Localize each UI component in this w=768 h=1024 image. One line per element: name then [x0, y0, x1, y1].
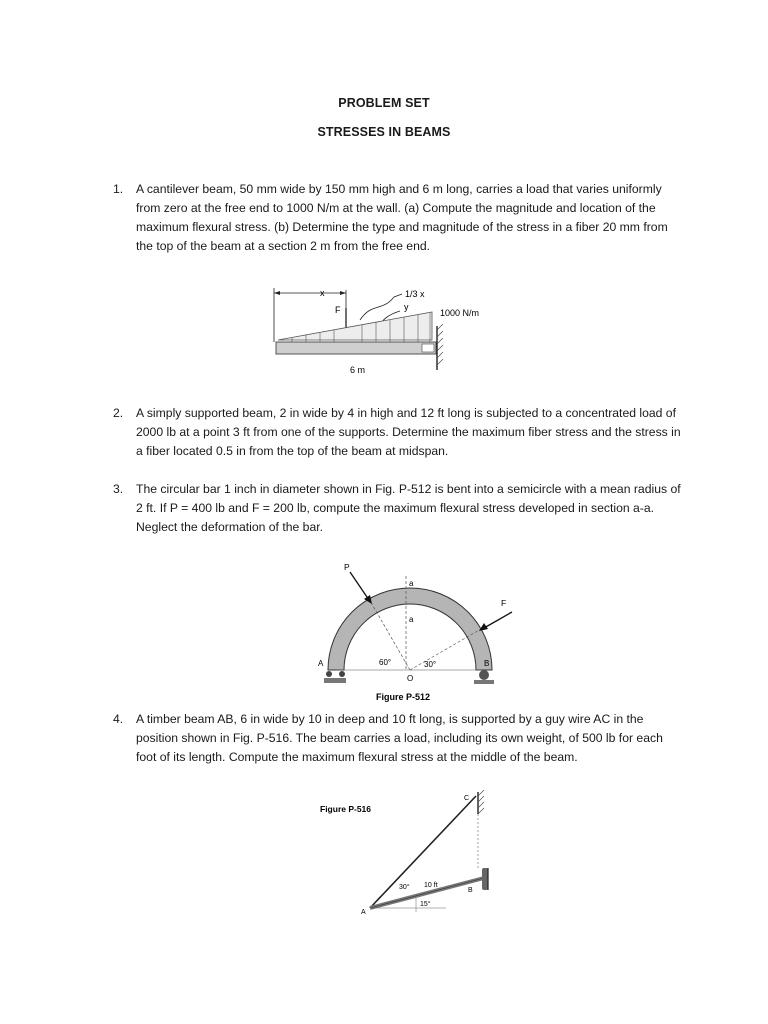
angle-15-label: 15°: [420, 901, 431, 908]
figure-p512: [300, 558, 530, 711]
arrowhead: [340, 291, 346, 295]
C-label: C: [464, 795, 470, 802]
page-title: PROBLEM SET: [338, 96, 430, 110]
problem-text: A timber beam AB, 6 in wide by 10 in deep and 10 ft long, is supported by a guy wire AC in the position shown in Fig. P-516. The beam carries a load, including its own weight, of 500 lb for each foot of its length. Compute the maximum flexural stress at the middle of the beam.: [136, 712, 663, 764]
problem-number: 1.: [113, 182, 124, 196]
pin: [339, 671, 345, 677]
y-label: y: [404, 302, 409, 312]
support-B: [479, 670, 489, 680]
page-subtitle: STRESSES IN BEAMS: [317, 125, 451, 139]
distributed-load: [278, 312, 432, 340]
arrowhead: [274, 291, 280, 295]
force-F-label: F: [335, 305, 341, 315]
problem-number: 3.: [113, 482, 124, 496]
length-label: 6 m: [350, 365, 366, 375]
figure-caption: Figure P-516: [320, 804, 372, 814]
beam: [276, 342, 436, 354]
load-label: 1000 N/m: [440, 308, 480, 318]
section-a-mid-label: a: [409, 615, 414, 624]
length-label: 10 ft: [424, 882, 438, 889]
figure-cantilever: [262, 282, 512, 385]
figure-caption: Figure P-512: [376, 692, 431, 702]
support-A: [324, 678, 346, 683]
force-F-arrow: [484, 612, 512, 628]
A-label: A: [318, 659, 324, 668]
x-label: x: [320, 288, 325, 298]
problem-text: The circular bar 1 inch in diameter shown in Fig. P-512 is bent into a semicircle with a mean radius of 2 ft. If P = 400 lb and F = 200 lb, compute the maximum flexural stress developed in section a-a. Neglect the deformation of the bar.: [136, 482, 681, 534]
section-a-top-label: a: [409, 579, 414, 588]
problem-number: 2.: [113, 406, 124, 420]
guy-wire: [370, 796, 476, 908]
wall-hatch: [478, 790, 484, 814]
B-label: B: [468, 887, 473, 894]
leader-line: [360, 294, 402, 320]
A-label: A: [361, 909, 366, 916]
wall-hatch: [437, 324, 443, 365]
wall-B: [482, 868, 488, 890]
force-P-arrow: [350, 572, 369, 600]
F-label: F: [501, 598, 507, 608]
figure-p516: [316, 788, 516, 923]
problem-number: 4.: [113, 712, 124, 726]
semicircle-bar-diagram: [300, 558, 530, 706]
angle-30-label: 30°: [424, 660, 437, 669]
problem-text: A simply supported beam, 2 in wide by 4 in high and 12 ft long is subjected to a concentrated load of 2000 lb at a point 3 ft from one of the supports. Determine the maximum fiber stress and the stress in a fiber located 0.5 in from the top of the beam at midspan.: [136, 406, 681, 458]
semicircular-bar: [328, 588, 492, 670]
third-x-label: 1/3 x: [405, 289, 425, 299]
support-B-base: [474, 680, 494, 684]
O-label: O: [407, 674, 414, 683]
P-label: P: [344, 562, 350, 572]
angle-30-label: 30°: [399, 884, 410, 891]
angle-60-label: 60°: [379, 658, 392, 667]
guy-wire-beam-diagram: [316, 788, 516, 918]
B-label: B: [484, 659, 490, 668]
beam-bracket: [422, 344, 434, 352]
problem-text: A cantilever beam, 50 mm wide by 150 mm high and 6 m long, carries a load that varies uniformly from zero at the free end to 1000 N/m at the wall. (a) Compute the magnitude and location of the maximum flexural stress. (b) Determine the type and magnitude of the stress in a fiber 20 mm from the top of the beam at a section 2 m from the free end.: [136, 182, 668, 253]
cantilever-diagram: [262, 282, 512, 380]
pin: [326, 671, 332, 677]
